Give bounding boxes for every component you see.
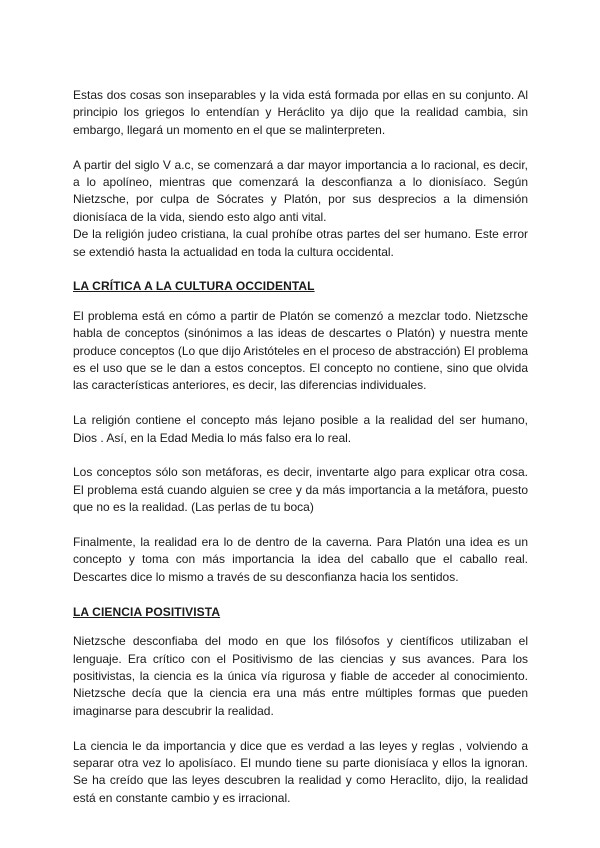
- paragraph-religion-judeocristiana: De la religión judeo cristiana, la cual prohíbe otras partes del ser humano. Este error se extendió hasta la actualidad en toda la cultura occidental.: [73, 227, 528, 259]
- paragraph-ciencia-leyes: La ciencia le da importancia y dice que es verdad a las leyes y reglas , volviendo a separar otra vez lo apolisíaco. El mundo tiene su parte dionisíaca y ellos la ignoran. Se ha creído que las leyes descubren la realidad y como Heraclito, dijo, la realidad está en constante cambio y es irracional.: [73, 738, 528, 805]
- paragraph-caverna: Finalmente, la realidad era lo de dentro de la caverna. Para Platón una idea es un concepto y toma con más importancia la idea del caballo que el caballo real. Descartes dice lo mismo a través de su desconfianza hacia los sentidos.: [73, 535, 528, 584]
- heading-ciencia-positivista: LA CIENCIA POSITIVISTA: [73, 604, 221, 619]
- paragraph-siglo-v: A partir del siglo V a.c, se comenzará a dar mayor importancia a lo racional, es decir, a lo apolíneo, mientras que comenzará la desconfianza a lo dionisíaco. Según Nietzsche, por culpa de Sócrates y Platón, por sus desprecios a la dimensión dionisíaca de la vida, siendo esto algo anti vital.: [73, 157, 528, 224]
- heading-critica-cultura-occidental: LA CRÍTICA A LA CULTURA OCCIDENTAL: [73, 279, 315, 294]
- document-body: [73, 87, 528, 825]
- paragraph-inseparables: Estas dos cosas son inseparables y la vida está formada por ellas en su conjunto. Al principio los griegos lo entendían y Heráclito ya dijo que la realidad cambia, sin embargo, llegará un momento en el que se malinterpreten.: [73, 88, 528, 137]
- paragraph-problema-platon: El problema está en cómo a partir de Platón se comenzó a mezclar todo. Nietzsche habla de conceptos (sinónimos a las ideas de descartes o Platón) y nuestra mente produce conceptos (Lo que dijo Aristóteles en el proceso de abstracción) El problema es el uso que se le dan a estos conceptos. El concepto no contiene, sino que olvida las características anteriores, es decir, las diferencias individuales.: [73, 308, 528, 393]
- paragraph-conceptos-metaforas: Los conceptos sólo son metáforas, es decir, inventarte algo para explicar otra cosa. El problema está cuando alguien se cree y da más importancia a la metáfora, puesto que no es la realidad. (Las perlas de tu boca): [73, 465, 528, 515]
- paragraph-nietzsche-lenguaje: Nietzsche desconfiaba del modo en que los filósofos y científicos utilizaban el lenguaje. Era crítico con el Positivismo de las ciencias y sus avances. Para los positivistas, la ciencia es la única vía rigurosa y fiable de acceder al conocimiento. Nietzsche decía que la ciencia era una más entre múltiples formas que pueden imaginarse para descubrir la realidad.: [73, 634, 528, 718]
- paragraph-religion-concepto: La religión contiene el concepto más lejano posible a la realidad del ser humano, Dios . Así, en la Edad Media lo más falso era lo real.: [73, 413, 528, 445]
